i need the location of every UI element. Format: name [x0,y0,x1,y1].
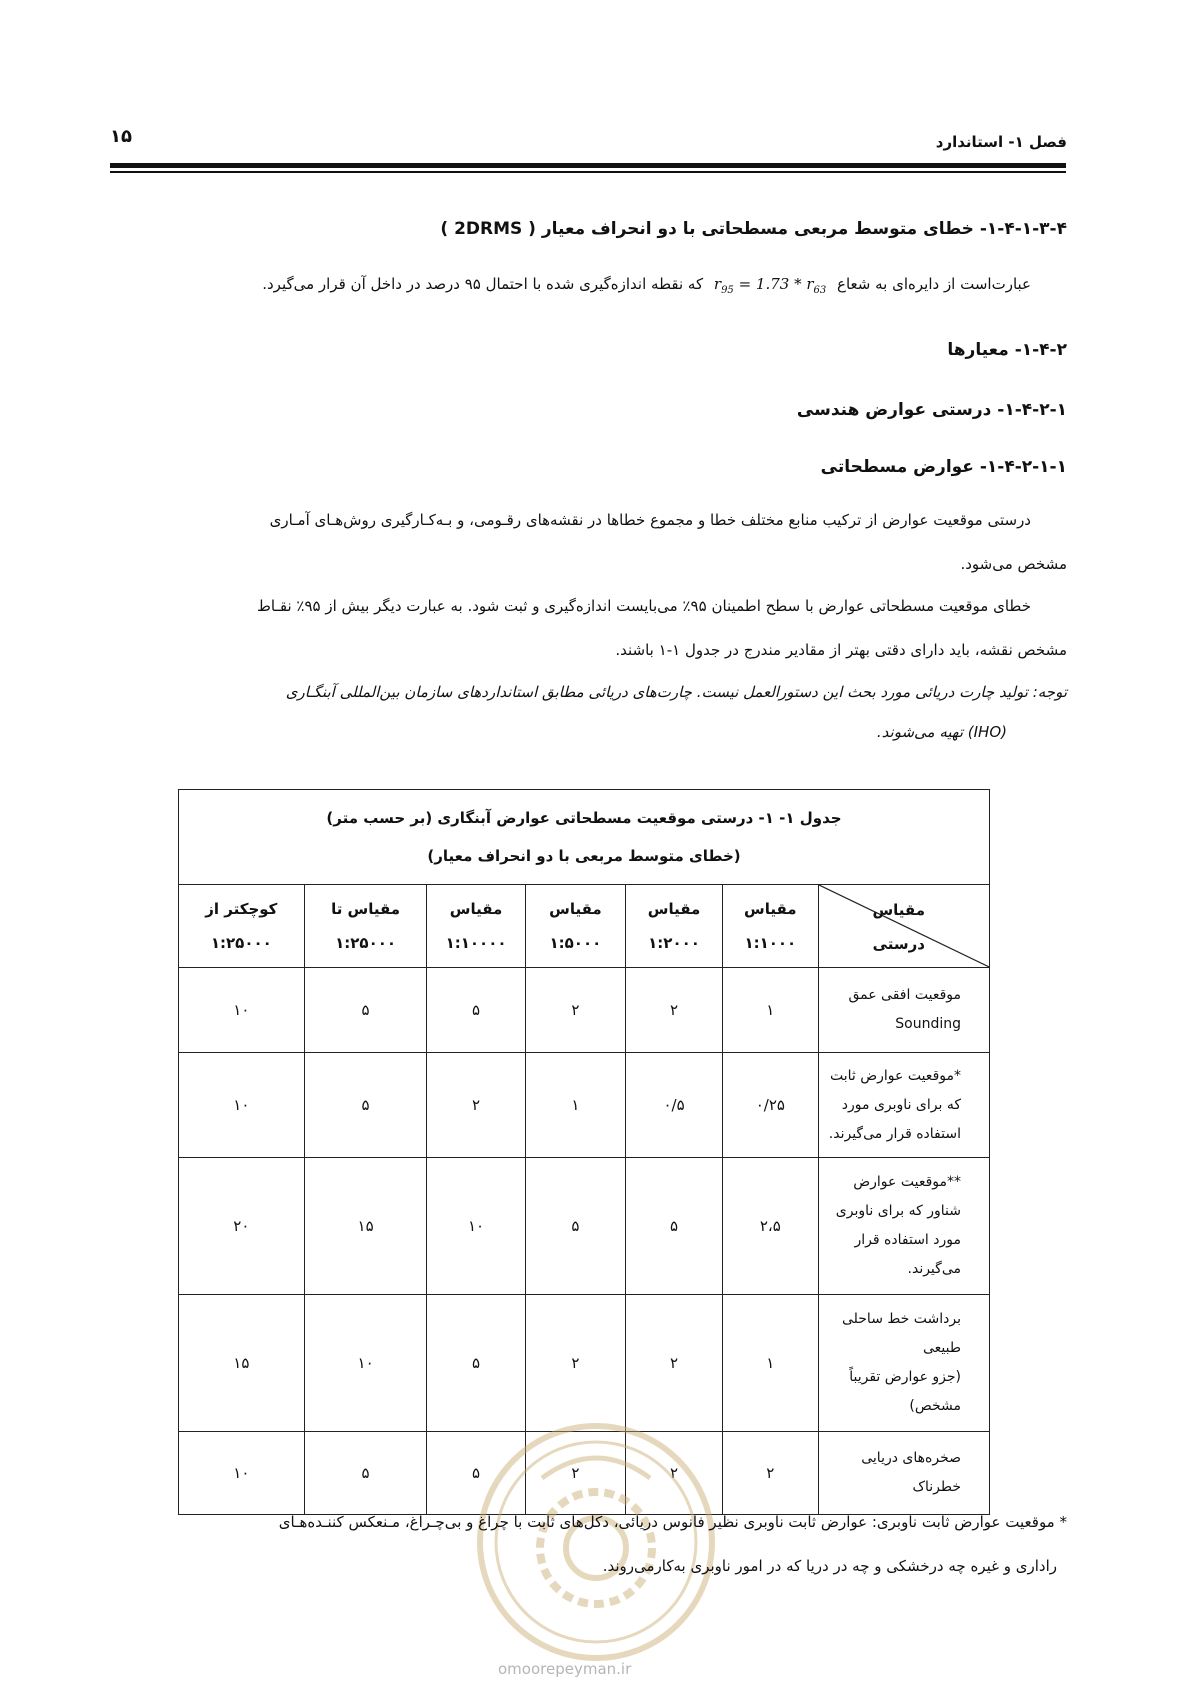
column-header: مقیاس ۱:۵۰۰۰ [525,885,626,968]
paragraph-1-line-1: درستی موقعیت عوارض از ترکیب منابع مختلف خطا و مجموع خطاها در نقشه‌های رقـومی، و بـه‌کـارگیری روش‌هـای آمـاری [269,511,1031,529]
row-label: **موقعیت عوارض شناور که برای ناوبری مورد استفاده قرار می‌گیرند. [818,1158,989,1295]
table-corner-cell [818,885,989,968]
header-rule [110,163,1066,168]
table-cell: ۵ [427,1432,525,1515]
note-line-2: (IHO) تهیه می‌شوند. [876,723,1007,741]
table-cell: ۲ [626,968,723,1053]
table-caption-line-1: جدول ۱- ۱- درستی موقعیت مسطحاتی عوارض آبنگاری (بر حسب متر) [326,809,842,827]
table-cell: ۰/۵ [626,1053,723,1158]
table-cell: ۱ [525,1053,626,1158]
table-cell: ۵ [304,1432,427,1515]
formula: $r_{95} = 1.73 * r_{63}$ [713,275,827,296]
table-cell: ۲ [427,1053,525,1158]
table-cell: ۰/۲۵ [722,1053,818,1158]
table-cell: ۵ [304,968,427,1053]
row-label: *موقعیت عوارض ثابت که برای ناوبری مورد استفاده قرار می‌گیرند. [818,1053,989,1158]
table-caption [179,790,990,885]
table-cell: ۱۵ [304,1158,427,1295]
table-cell: ۲،۵ [722,1158,818,1295]
table-cell: ۱۰ [304,1295,427,1432]
table-header-row [179,885,990,968]
table-cell: ۲ [626,1295,723,1432]
note [119,672,1067,752]
paragraph-definition [119,262,1067,313]
footnote-line-1: * موقعیت عوارض ثابت ناوبری: عوارض ثابت ناوبری نظیر فانوس دریائی، دکل‌های ثابت با چراغ و بی‌چـراغ، مـنعکس کننـده‌هـای [278,1513,1067,1531]
footnote [107,1500,1067,1588]
header-rule-thin [110,171,1066,173]
table-cell: ۱۰ [179,1053,305,1158]
accuracy-table [178,789,990,1515]
paragraph-1-line-2: مشخص می‌شود. [960,555,1067,573]
definition-text-after: که نقطه اندازه‌گیری شده با احتمال ۹۵ درصد در داخل آن قرار می‌گیرد. [262,275,704,293]
table-cell: ۲ [626,1432,723,1515]
chapter-title: فصل ۱- استاندارد [935,133,1067,151]
table-cell: ۲ [722,1432,818,1515]
table-row [179,1295,990,1432]
heading-geometric-accuracy: ۱-۴-۲-۱- درستی عوارض هندسی [796,400,1067,420]
table-cell: ۲ [525,1432,626,1515]
footnote-line-2: راداری و غیره چه درخشکی و چه در دریا که در امور ناوبری به‌کارمی‌روند. [602,1557,1057,1575]
corner-label-scale: مقیاس [872,901,925,919]
accuracy-table-container [178,789,990,1515]
table-cell: ۱۰ [179,1432,305,1515]
table-cell: ۲۰ [179,1158,305,1295]
note-line-1: توجه: تولید چارت دریائی مورد بحث این دستورالعمل نیست. چارت‌های دریائی مطابق استانداردهای سازمان بین‌المللی آبنگـاری [285,683,1067,701]
column-header: مقیاس ۱:۲۰۰۰ [626,885,723,968]
paragraph-2-line-1: خطای موقعیت مسطحاتی عوارض با سطح اطمینان ۹۵٪ می‌بایست اندازه‌گیری و ثبت شود. به عبارت دیگر بیش از ۹۵٪ نقـاط [257,597,1031,615]
table-cell: ۱۰ [179,968,305,1053]
paragraph-1 [119,498,1067,586]
row-label: برداشت خط ساحلی طبیعی (جزو عوارض تقریباً مشخص) [818,1295,989,1432]
table-cell: ۱ [722,1295,818,1432]
row-label: موقعیت افقی عمق Sounding [818,968,989,1053]
column-header: مقیاس تا ۱:۲۵۰۰۰ [304,885,427,968]
heading-planimetric-features: ۱-۴-۲-۱-۱- عوارض مسطحاتی [820,457,1067,477]
paragraph-2-line-2: مشخص نقشه، باید دارای دقتی بهتر از مقادیر مندرج در جدول ۱-۱ باشند. [615,641,1067,659]
table-cell: ۲ [525,968,626,1053]
table-cell: ۵ [427,1295,525,1432]
column-header: کوچکتر از ۱:۲۵۰۰۰ [179,885,305,968]
page-number: ۱۵ [110,126,132,147]
column-header: مقیاس ۱:۱۰۰۰ [722,885,818,968]
section-heading-2drms: ۱-۴-۱-۳-۴- خطای متوسط مربعی مسطحاتی با دو انحراف معیار ( 2DRMS ) [440,219,1067,239]
table-cell: ۵ [304,1053,427,1158]
table-cell: ۲ [525,1295,626,1432]
table-row [179,1158,990,1295]
table-row [179,968,990,1053]
table-cell: ۵ [427,968,525,1053]
table-cell: ۵ [525,1158,626,1295]
table-caption-line-2: (خطای متوسط مربعی با دو انحراف معیار) [427,847,741,865]
watermark-site-text: omoorepeyman.ir [498,1660,632,1678]
corner-label-accuracy: درستی [872,935,925,953]
definition-text-before: عبارت‌است از دایره‌ای به شعاع [837,275,1031,293]
table-cell: ۱۵ [179,1295,305,1432]
heading-criteria: ۱-۴-۲- معیارها [947,340,1067,360]
paragraph-2 [119,584,1067,672]
table-cell: ۱۰ [427,1158,525,1295]
column-header: مقیاس ۱:۱۰۰۰۰ [427,885,525,968]
row-label: صخره‌های دریایی خطرناک [818,1432,989,1515]
table-cell: ۵ [626,1158,723,1295]
table-row [179,1053,990,1158]
table-cell: ۱ [722,968,818,1053]
